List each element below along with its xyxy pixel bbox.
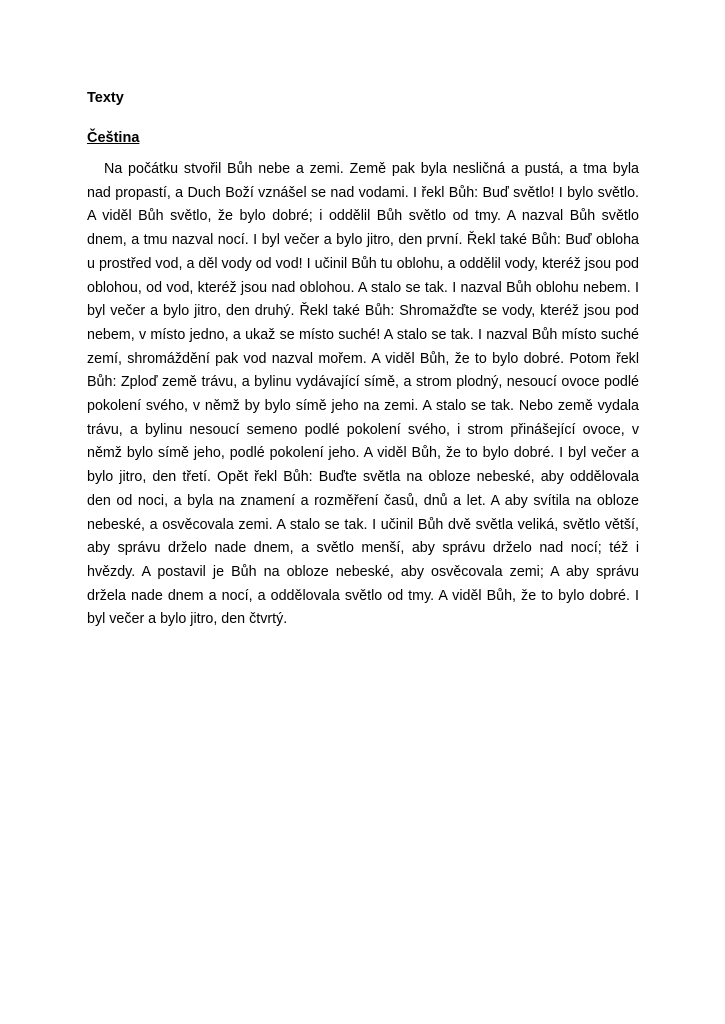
section-title: Čeština [87,130,140,146]
document-heading: Texty [87,90,124,106]
body-paragraph: Na počátku stvořil Bůh nebe a zemi. Země pak byla nesličná a pustá, a tma byla nad propastí, a Duch Boží vznášel se nad vodami. I řekl Bůh: Buď světlo! I bylo světlo. A viděl Bůh světlo, že bylo dobré; i oddělil Bůh světlo od tmy. A nazval Bůh světlo dnem, a tmu nazval nocí. I byl večer a bylo jitro, den první. Řekl také Bůh: Buď obloha u prostřed vod, a děl vody od vod! I učinil Bůh tu oblohu, a oddělil vody, kteréž jsou pod oblohou, od vod, kteréž jsou nad oblohou. A stalo se tak. I nazval Bůh oblohu nebem. I byl večer a bylo jitro, den druhý. Řekl také Bůh: Shromažďte se vody, kteréž jsou pod nebem, v místo jedno, a ukaž se místo suché! A stalo se tak. I nazval Bůh místo suché zemí, shromáždění pak vod nazval mořem. A viděl Bůh, že to bylo dobré. Potom řekl Bůh: Zploď země trávu, a bylinu vydávající símě, a strom plodný, nesoucí ovoce podlé pokolení svého, v němž by bylo símě jeho na zemi. A stalo se tak. Nebo země vydala trávu, a bylinu nesoucí semeno podlé pokolení svého, i strom přinášející ovoce, v němž bylo símě jeho, podlé pokolení jeho. A viděl Bůh, že to bylo dobré. I byl večer a bylo jitro, den třetí. Opět řekl Bůh: Buďte světla na obloze nebeské, aby oddělovala den od noci, a byla na znamení a rozměření časů, dnů a let. A aby svítila na obloze nebeské, a osvěcovala zemi. A stalo se tak. I učinil Bůh dvě světla veliká, světlo větší, aby správu drželo nade dnem, a světlo menší, aby správu drželo nad nocí; též i hvězdy. A postavil je Bůh na obloze nebeské, aby osvěcovala zemi; A aby správu držela nade dnem a nocí, a oddělovala světlo od tmy. A viděl Bůh, že to bylo dobré. I byl večer a bylo jitro, den čtvrtý. [87,161,639,628]
